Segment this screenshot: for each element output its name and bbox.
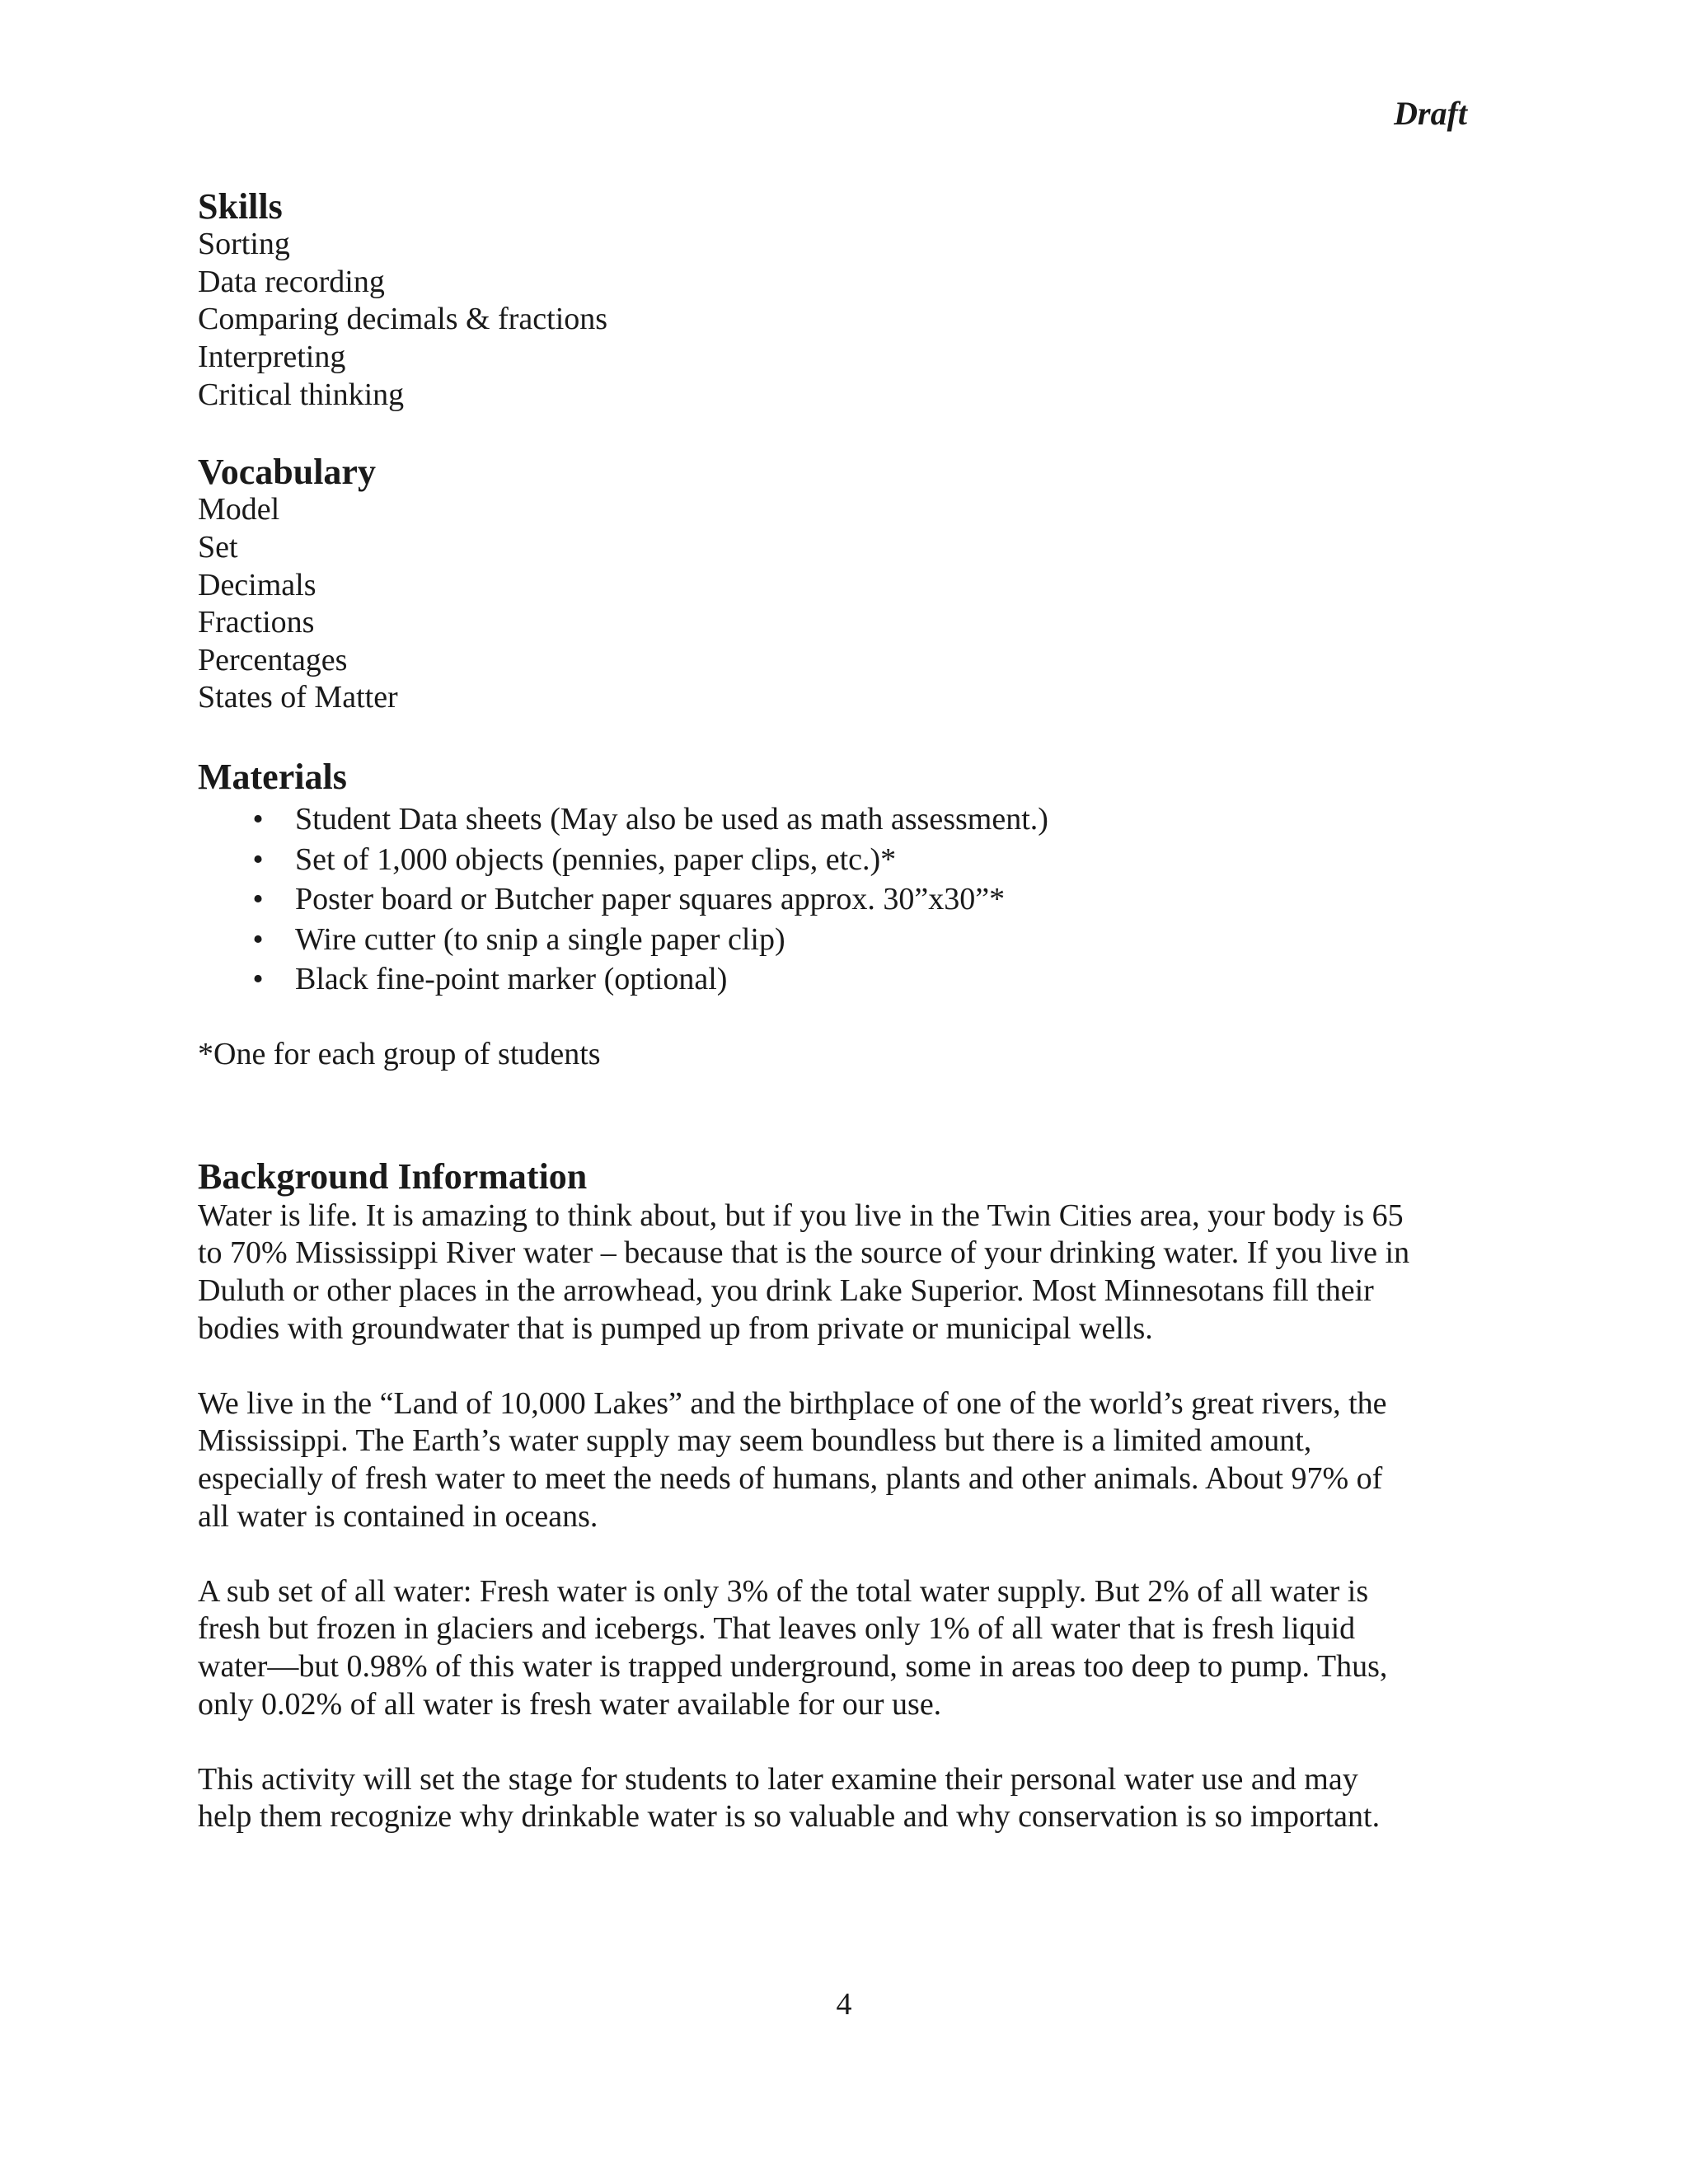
- bullet-icon: •: [252, 921, 264, 957]
- vocabulary-list: [198, 491, 1500, 717]
- paragraph-line: only 0.02% of all water is fresh water available for our use.: [198, 1686, 942, 1722]
- vocabulary-section: [198, 453, 1500, 717]
- vocabulary-item: States of Matter: [198, 680, 398, 715]
- materials-list: [198, 799, 1500, 1000]
- materials-item-text: Black fine-point marker (optional): [295, 962, 728, 997]
- skills-item: Critical thinking: [198, 377, 405, 412]
- paragraph-line: This activity will set the stage for students to later examine their personal water use and may: [198, 1761, 1358, 1797]
- page-number: 4: [836, 1987, 852, 2022]
- materials-note: *One for each group of students: [198, 1037, 601, 1072]
- materials-item: [198, 920, 1500, 960]
- background-paragraph: [198, 1385, 1500, 1535]
- vocabulary-item: Set: [198, 529, 238, 565]
- materials-heading: Materials: [198, 756, 347, 797]
- bullet-icon: •: [252, 802, 264, 837]
- document-body: [198, 188, 1500, 1836]
- draft-label: Draft: [1394, 95, 1467, 132]
- paragraph-line: Duluth or other places in the arrowhead, you drink Lake Superior. Most Minnesotans fill their: [198, 1273, 1374, 1309]
- paragraph-line: to 70% Mississippi River water – because that is the source of your drinking water. If you live in: [198, 1235, 1410, 1271]
- paragraph-line: especially of fresh water to meet the needs of humans, plants and other animals. About 97% of: [198, 1461, 1383, 1496]
- materials-item: [198, 840, 1500, 880]
- vocabulary-item: Percentages: [198, 642, 348, 677]
- bullet-icon: •: [252, 882, 264, 917]
- background-heading: Background Information: [198, 1155, 588, 1197]
- materials-item: [198, 879, 1500, 920]
- paragraph-line: help them recognize why drinkable water is so valuable and why conservation is so important.: [198, 1799, 1381, 1835]
- paragraph-line: all water is contained in oceans.: [198, 1498, 598, 1534]
- materials-item-text: Wire cutter (to snip a single paper clip): [295, 921, 785, 957]
- paragraph-line: Water is life. It is amazing to think about, but if you live in the Twin Cities area, your body is 65: [198, 1197, 1404, 1233]
- background-paragraph: [198, 1573, 1500, 1723]
- skills-item: Interpreting: [198, 339, 346, 374]
- skills-list: [198, 226, 1500, 414]
- vocabulary-item: Fractions: [198, 605, 315, 640]
- paragraph-line: fresh but frozen in glaciers and icebergs. That leaves only 1% of all water that is fresh liquid: [198, 1611, 1356, 1647]
- vocabulary-item: Decimals: [198, 567, 316, 602]
- skills-section: [198, 188, 1500, 414]
- background-body: [198, 1197, 1500, 1836]
- materials-item: [198, 959, 1500, 1000]
- materials-item-text: Student Data sheets (May also be used as math assessment.): [295, 802, 1048, 837]
- skills-item: Comparing decimals & fractions: [198, 302, 608, 337]
- materials-item-text: Set of 1,000 objects (pennies, paper clips, etc.)*: [295, 841, 897, 877]
- background-paragraph: [198, 1761, 1500, 1836]
- paragraph-line: water—but 0.98% of this water is trapped underground, some in areas too deep to pump. Thus,: [198, 1648, 1388, 1684]
- skills-item: Sorting: [198, 227, 290, 262]
- materials-item-text: Poster board or Butcher paper squares approx. 30”x30”*: [295, 882, 1006, 917]
- vocabulary-item: Model: [198, 492, 280, 527]
- paragraph-line: We live in the “Land of 10,000 Lakes” and the birthplace of one of the world’s great rivers, the: [198, 1385, 1387, 1421]
- paragraph-line: bodies with groundwater that is pumped up from private or municipal wells.: [198, 1310, 1153, 1346]
- bullet-icon: •: [252, 962, 264, 997]
- background-section: [198, 1155, 1500, 1836]
- materials-section: [198, 758, 1500, 1074]
- materials-item: [198, 799, 1500, 840]
- skills-item: Data recording: [198, 264, 385, 299]
- paragraph-line: A sub set of all water: Fresh water is only 3% of the total water supply. But 2% of all water is: [198, 1573, 1369, 1609]
- paragraph-line: Mississippi. The Earth’s water supply may seem boundless but there is a limited amount,: [198, 1423, 1312, 1459]
- vocabulary-heading: Vocabulary: [198, 452, 376, 493]
- skills-heading: Skills: [198, 186, 283, 227]
- bullet-icon: •: [252, 841, 264, 877]
- background-paragraph: [198, 1197, 1500, 1347]
